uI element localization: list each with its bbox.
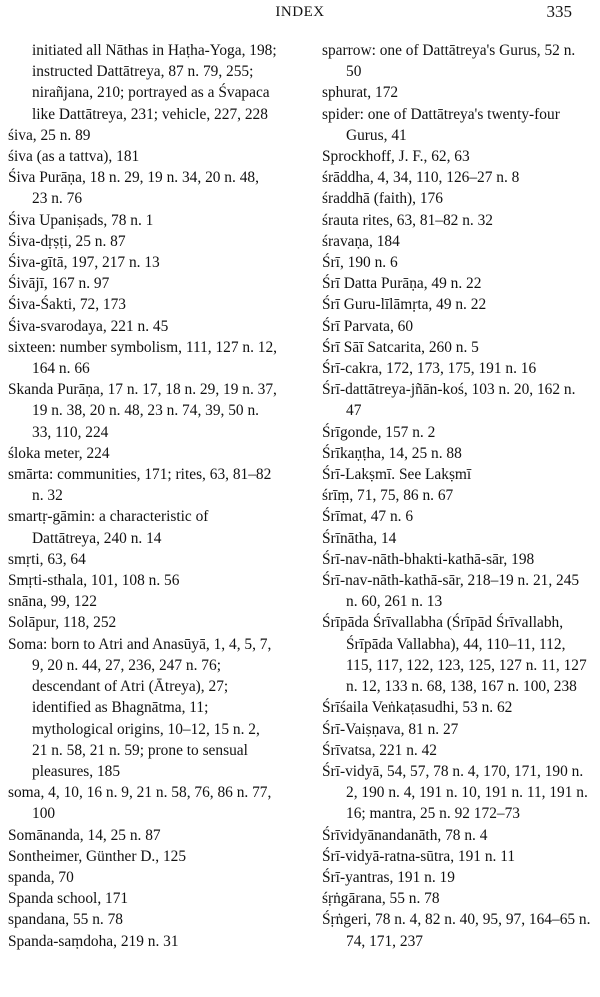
index-entry: Sprockhoff, J. F., 62, 63 xyxy=(322,148,470,166)
page-number: 335 xyxy=(546,2,572,21)
index-entry: Śrīmat, 47 n. 6 xyxy=(322,508,414,526)
index-entry: Smṛti-sthala, 101, 108 n. 56 xyxy=(8,572,180,590)
index-entry: Śrī-yantras, 191 n. 19 xyxy=(322,868,455,886)
index-entry: Śrīkaṇṭha, 14, 25 n. 88 xyxy=(322,444,462,462)
index-entry: Śivājī, 167 n. 97 xyxy=(8,275,110,293)
index-entry: Śrī-nav-nāth-kathā-sār, 218–19 n. 21, 245 n. 60, 261 n. 13 xyxy=(322,572,580,611)
index-entry: sparrow: one of Dattātreya's Gurus, 52 n. 50 xyxy=(322,42,576,81)
index-entry: spandana, 55 n. 78 xyxy=(8,911,123,929)
index-entry: Śrīvatsa, 221 n. 42 xyxy=(322,741,437,759)
index-entry: śṛṅgārana, 55 n. 78 xyxy=(322,890,440,908)
index-entry: Somānanda, 14, 25 n. 87 xyxy=(8,826,161,844)
index-entry: soma, 4, 10, 16 n. 9, 21 n. 58, 76, 86 n. 77, 100 xyxy=(8,784,272,823)
index-entry: śiva (as a tattva), 181 xyxy=(8,148,140,166)
index-entry: Śrī-Lakṣmī. See Lakṣmī xyxy=(322,466,472,484)
index-entry: Śrī-Vaiṣṇava, 81 n. 27 xyxy=(322,720,459,738)
index-entry: śraddhā (faith), 176 xyxy=(322,190,443,208)
index-entry: Śrī Parvata, 60 xyxy=(322,317,414,335)
index-entry: śrauta rites, 63, 81–82 n. 32 xyxy=(322,211,493,229)
index-entry: śravaṇa, 184 xyxy=(322,232,400,250)
index-column-right xyxy=(322,40,592,952)
index-entry: smartṛ-gāmin: a characteristic of Dattātreya, 240 n. 14 xyxy=(8,508,209,547)
index-entry: śloka meter, 224 xyxy=(8,444,110,462)
index-entry: smṛti, 63, 64 xyxy=(8,550,86,568)
index-entry: śrāddha, 4, 34, 110, 126–27 n. 8 xyxy=(322,169,520,187)
index-entry: snāna, 99, 122 xyxy=(8,593,97,611)
index-entry: Śrīpāda Śrīvallabha (Śrīpād Śrīvallabh, Śrīpāda Vallabha), 44, 110–11, 112, 115, 117, 122, 123, 125, 127 n. 11, 127 n. 12, 133 n. 68, 138, 167 n. 100, 238 xyxy=(322,614,587,696)
index-entry: Śrīvidyānandanāth, 78 n. 4 xyxy=(322,826,488,844)
running-title: INDEX xyxy=(275,4,325,20)
index-entry: Śiva Purāṇa, 18 n. 29, 19 n. 34, 20 n. 48, 23 n. 76 xyxy=(8,169,259,208)
index-entry: Śrī-nav-nāth-bhakti-kathā-sār, 198 xyxy=(322,550,535,568)
index-entry: sixteen: number symbolism, 111, 127 n. 12, 164 n. 66 xyxy=(8,338,278,378)
index-entry: smārta: communities, 171; rites, 63, 81–82 n. 32 xyxy=(8,466,272,505)
index-entry: Śrī, 190 n. 6 xyxy=(322,254,398,272)
index-entry: Śṛṅgeri, 78 n. 4, 82 n. 40, 95, 97, 164–65 n. 74, 171, 237 xyxy=(322,911,591,950)
index-entry: śiva, 25 n. 89 xyxy=(8,126,91,144)
index-entry: Śrī Sāī Satcarita, 260 n. 5 xyxy=(322,338,479,356)
index-entry: initiated all Nāthas in Haṭha-Yoga, 198; instructed Dattātreya, 87 n. 79, 255; nirañjana, 210; portrayed as a Śvapaca like Dattātreya, 231; vehicle, 227, 228 xyxy=(32,42,277,123)
index-entry: Śrīnātha, 14 xyxy=(322,529,397,547)
index-entry: śrīṃ, 71, 75, 86 n. 67 xyxy=(322,487,454,505)
index-entry: Solāpur, 118, 252 xyxy=(8,614,117,632)
index-entry: Śrī-dattātreya-jñān-koś, 103 n. 20, 162 n. 47 xyxy=(322,381,576,420)
index-entry: Śrī Datta Purāṇa, 49 n. 22 xyxy=(322,275,482,293)
index-entry: Śrīśaila Veṅkaṭasudhi, 53 n. 62 xyxy=(322,699,513,717)
index-entry: Skanda Purāṇa, 17 n. 17, 18 n. 29, 19 n. 37, 19 n. 38, 20 n. 48, 23 n. 74, 39, 50 n. 33, 110, 224 xyxy=(8,381,277,441)
index-entry: spider: one of Dattātreya's twenty-four Gurus, 41 xyxy=(322,105,560,144)
index-entry: Spanda school, 171 xyxy=(8,890,129,908)
index-entry: Śiva-dṛṣṭi, 25 n. 87 xyxy=(8,232,126,250)
index-entry: Śiva Upaniṣads, 78 n. 1 xyxy=(8,211,154,229)
index-entry: Śrī-vidyā-ratna-sūtra, 191 n. 11 xyxy=(322,847,516,865)
index-entry: sphurat, 172 xyxy=(322,84,399,102)
index-entry: Sontheimer, Günther D., 125 xyxy=(8,847,187,865)
index-entry: Soma: born to Atri and Anasūyā, 1, 4, 5, 7, 9, 20 n. 44, 27, 236, 247 n. 76; descendant of Atri (Ātreya), 27; identified as Bhagnātma, 11; mythological origins, 10–12, 15 n. 2, 21 n. 58, 21 n. 59; prone to sensual pleasures, 185 xyxy=(8,635,272,780)
index-entry: Śiva-Śakti, 72, 173 xyxy=(8,296,126,314)
index-entry: Śrīgonde, 157 n. 2 xyxy=(322,423,436,441)
index-entry: Śiva-gītā, 197, 217 n. 13 xyxy=(8,254,160,272)
page-header xyxy=(0,0,600,30)
index-entry: Śrī-cakra, 172, 173, 175, 191 n. 16 xyxy=(322,360,537,378)
index-column-left xyxy=(8,40,278,952)
index-entry: Spanda-saṃdoha, 219 n. 31 xyxy=(8,932,179,950)
index-entry: Śiva-svarodaya, 221 n. 45 xyxy=(8,317,169,335)
index-entry: Śrī-vidyā, 54, 57, 78 n. 4, 170, 171, 190 n. 2, 190 n. 4, 191 n. 10, 191 n. 11, 191 n. 16; mantra, 25 n. 92 172–73 xyxy=(322,762,588,823)
index-entry: Śrī Guru-līlāmṛta, 49 n. 22 xyxy=(322,296,487,314)
index-entry: spanda, 70 xyxy=(8,868,74,886)
